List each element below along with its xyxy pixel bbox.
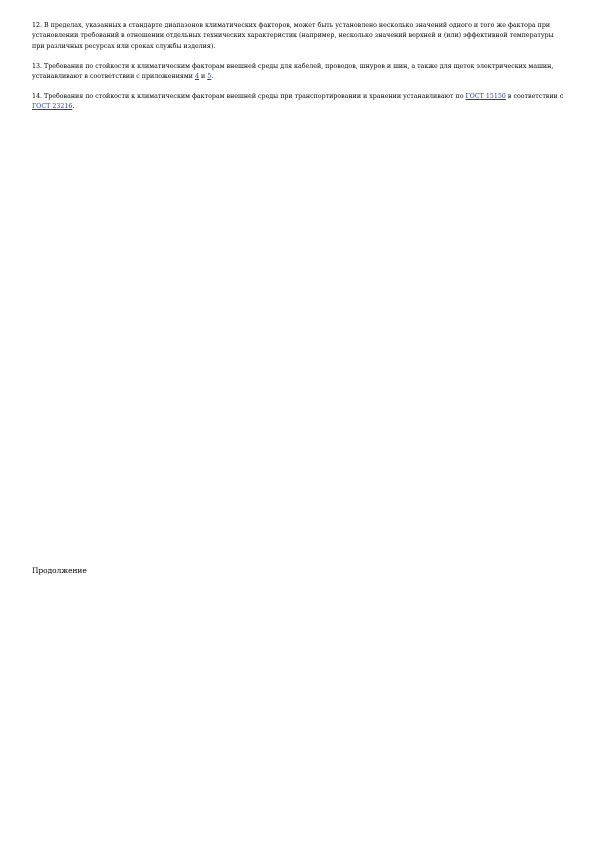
table-cell (515, 544, 539, 549)
gost-23216-link[interactable]: ГОСТ 23216 (32, 103, 73, 111)
paragraph-12: 12. В пределах, указанных в стандарте диапазонов климатических факторов, может быть установлено несколько значений одного и того же фактора при установлении требований в отношении отдельных технических характеристик (например, несколько значений верхней и (или) эффективной температуры при различных ресурсах или сроках службы изделия). (32, 22, 554, 50)
table-header-cell (515, 130, 539, 147)
table-cell (322, 544, 346, 549)
table-header-cell (346, 130, 370, 147)
table-header-cell (80, 130, 104, 147)
table-header-cell (32, 587, 70, 600)
table-cell (336, 822, 374, 827)
gost-15150-link[interactable]: ГОСТ 15150 (465, 93, 506, 100)
table-cell (370, 544, 394, 549)
table-row (32, 544, 564, 549)
table-cell (32, 544, 56, 549)
paragraph-13-text: 13. Требования по стойкости к климатическим факторам внешней среды для кабелей, проводов, шнуров и шин, а также для щеток электрических машин, устанавливают в соответствии с приложениями (32, 63, 554, 81)
paragraph-14-end: . (72, 103, 75, 111)
paragraph-13 (32, 62, 564, 83)
table-header-cell (274, 130, 298, 147)
table-cell (56, 544, 80, 549)
table-cell (108, 822, 146, 827)
table-cell (80, 544, 104, 549)
climatic-requirements-table (32, 130, 564, 550)
table-header-cell (153, 130, 177, 147)
paragraph-14-text: 14. Требования по стойкости к климатическим факторам внешней среды при транспортировании и хранении устанавливают по (32, 93, 466, 100)
table-header-cell (250, 130, 274, 147)
table-header-cell (395, 130, 419, 147)
table-header-cell (108, 587, 146, 600)
table-header-cell (298, 130, 322, 147)
table-row (32, 822, 564, 827)
table-cell (274, 544, 298, 549)
table-cell (488, 822, 526, 827)
table-cell (225, 544, 249, 549)
paragraph-13-conjunction: и (199, 73, 208, 81)
table-cell (153, 544, 177, 549)
table-cell (260, 822, 298, 827)
table-header-cell (450, 587, 488, 600)
table-header-cell (374, 587, 412, 600)
table-cell (298, 822, 336, 827)
table-cell (467, 544, 491, 549)
table-header-cell (419, 130, 443, 147)
appendix-4-link[interactable]: 4 (195, 73, 200, 81)
appendix-5-link[interactable]: 5 (207, 73, 212, 81)
table-cell (412, 822, 450, 827)
table-header-cell (146, 587, 184, 600)
climatic-requirements-continuation-table (32, 587, 564, 828)
table-header-cell (184, 587, 222, 600)
table-header-cell (336, 587, 374, 600)
table-header-cell (412, 587, 450, 600)
table-header-cell (105, 130, 129, 147)
table-cell (222, 822, 260, 827)
table-header-cell (201, 130, 225, 147)
table-cell (146, 822, 184, 827)
table-header-cell (129, 130, 153, 147)
table-header-row (32, 587, 564, 600)
table-header-cell (322, 130, 346, 147)
table-header-cell (467, 130, 491, 147)
table-cell (298, 544, 322, 549)
table-cell (450, 822, 488, 827)
table-cell (184, 822, 222, 827)
table-cell (395, 544, 419, 549)
table-header-cell (443, 130, 467, 147)
table-header-cell (260, 587, 298, 600)
table-cell (346, 544, 370, 549)
table-cell (32, 822, 70, 827)
table-cell (177, 544, 201, 549)
table-header-cell (488, 587, 526, 600)
table-cell (526, 822, 564, 827)
table-cell (250, 544, 274, 549)
continuation-label: Продолжение (32, 566, 87, 575)
table-header-cell (491, 130, 515, 147)
table-header-cell (370, 130, 394, 147)
paragraph-14-conjunction: в соответствии с (505, 93, 564, 100)
table-header-cell (32, 130, 56, 147)
paragraph-14 (32, 92, 564, 113)
table-header-cell (56, 130, 80, 147)
table-cell (491, 544, 515, 549)
table-header-cell (526, 587, 564, 600)
table-header-row (32, 130, 564, 147)
table-header-cell (298, 587, 336, 600)
table-cell (105, 544, 129, 549)
table-header-cell (225, 130, 249, 147)
table-cell (419, 544, 443, 549)
table-cell (443, 544, 467, 549)
table-cell (540, 544, 564, 549)
table-cell (129, 544, 153, 549)
table-header-cell (70, 587, 108, 600)
table-header-cell (177, 130, 201, 147)
table-cell (201, 544, 225, 549)
table-header-cell (540, 130, 564, 147)
table-cell (374, 822, 412, 827)
table-cell (70, 822, 108, 827)
table-header-cell (222, 587, 260, 600)
paragraph-13-end: . (211, 73, 214, 81)
